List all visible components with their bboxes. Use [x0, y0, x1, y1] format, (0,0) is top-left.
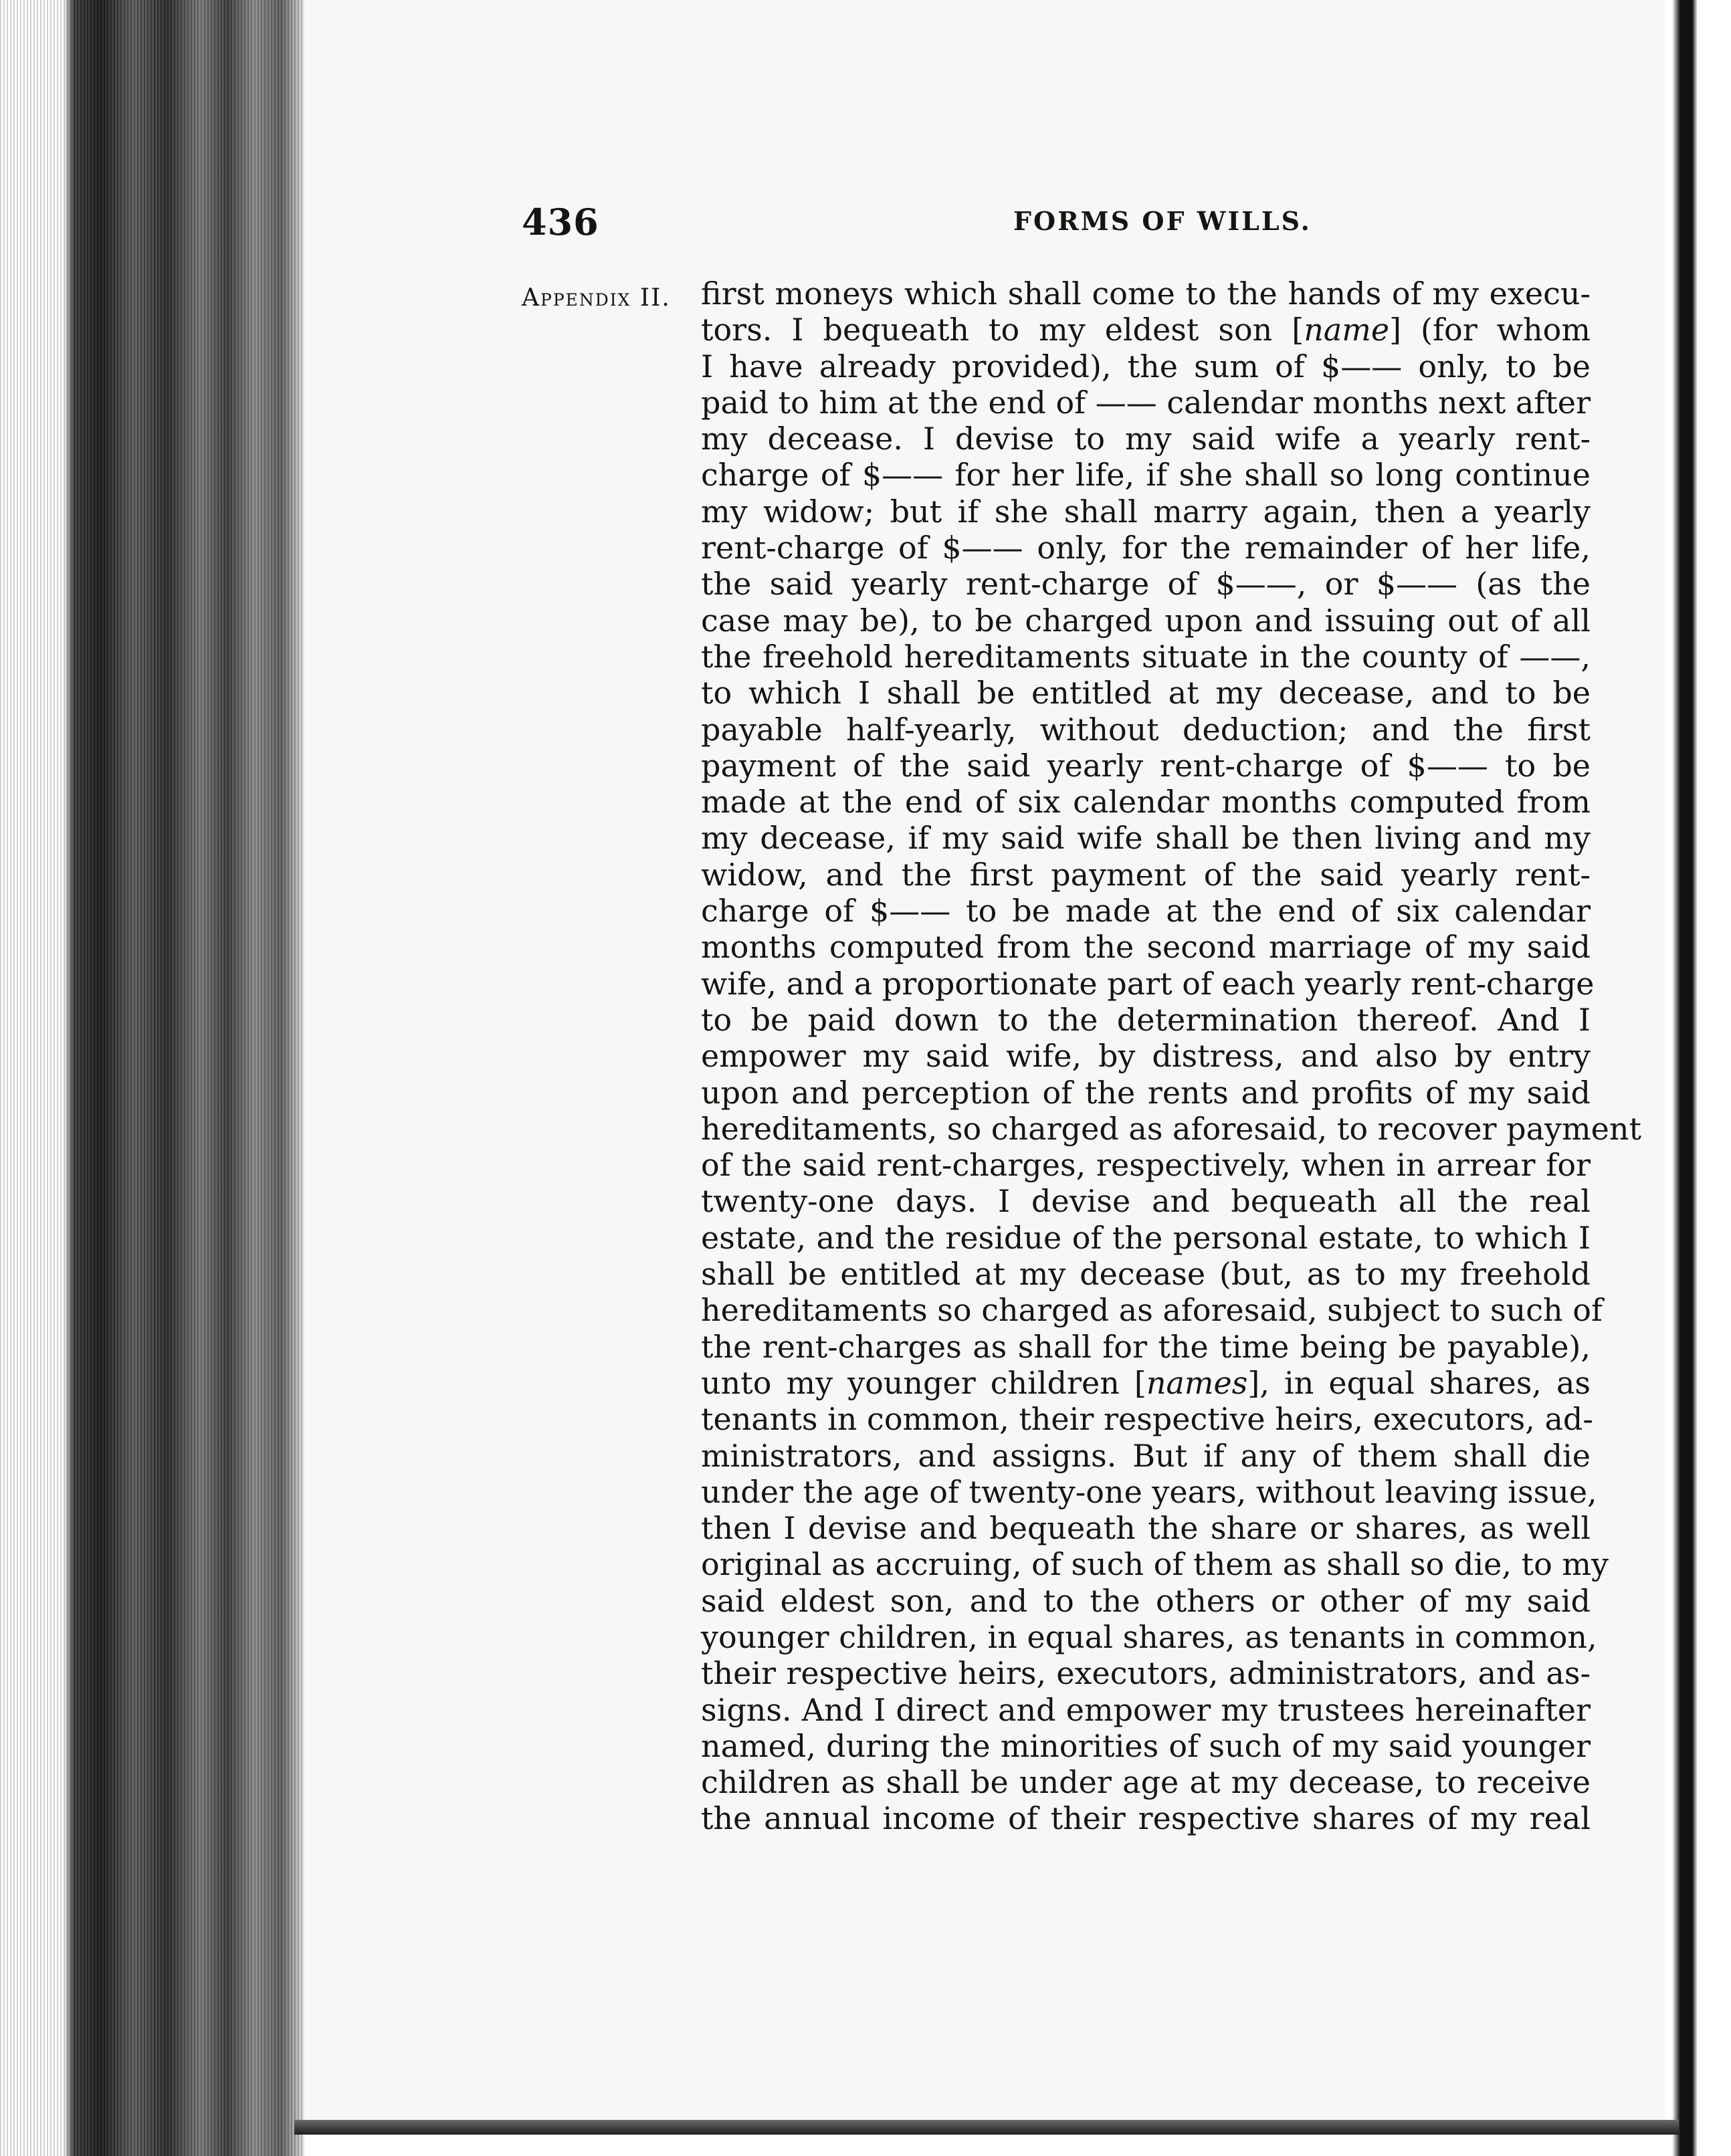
text-line: ministrators, and assigns. But if any of them shall die — [701, 1437, 1591, 1474]
running-title: FORMS OF WILLS. — [1013, 206, 1312, 236]
text-line: my decease. I devise to my said wife a yearly rent- — [701, 421, 1591, 457]
text-line: estate, and the residue of the personal estate, to which I — [701, 1219, 1591, 1256]
text-line: twenty-one days. I devise and bequeath all the real — [701, 1183, 1591, 1220]
text-line: then I devise and bequeath the share or shares, as well — [701, 1510, 1591, 1547]
page-header — [522, 201, 1592, 254]
text-line: empower my said wife, by distress, and also by entry — [701, 1038, 1591, 1075]
text-line: the annual income of their respective shares of my real — [701, 1800, 1591, 1837]
text-line: hereditaments so charged as aforesaid, subject to such of — [701, 1292, 1603, 1329]
text-line: their respective heirs, executors, administrators, and as- — [701, 1655, 1591, 1692]
text-line: tenants in common, their respective heirs, executors, ad- — [701, 1401, 1593, 1438]
text-line: the rent-charges as shall for the time being be payable), — [701, 1328, 1591, 1365]
text-line: said eldest son, and to the others or other of my said — [701, 1582, 1591, 1619]
text-line: younger children, in equal shares, as tenants in common, — [701, 1618, 1597, 1655]
text-line: rent-charge of $—— only, for the remainder of her life, — [701, 530, 1591, 566]
text-line: hereditaments, so charged as aforesaid, to recover payment — [701, 1110, 1641, 1147]
text-line: paid to him at the end of —— calendar months next after — [701, 384, 1591, 421]
text-line: unto my younger children [names], in equal shares, as — [701, 1364, 1591, 1401]
text-line: my widow; but if she shall marry again, then a yearly — [701, 493, 1591, 530]
text-line: children as shall be under age at my decease, to receive — [701, 1764, 1591, 1801]
text-line: first moneys which shall come to the hands of my execu- — [701, 276, 1591, 312]
text-line: of the said rent-charges, respectively, when in arrear for — [701, 1147, 1591, 1184]
text-line: payable half-yearly, without deduction; and the first — [701, 711, 1591, 748]
text-line: wife, and a proportionate part of each yearly rent-charge — [701, 965, 1595, 1002]
book-page-edges — [0, 0, 304, 2156]
text-line: the said yearly rent-charge of $——, or $—— (as the — [701, 566, 1591, 603]
side-note: Appendix II. — [522, 284, 671, 312]
text-line: payment of the said yearly rent-charge of $—— to be — [701, 747, 1591, 784]
text-line: charge of $—— to be made at the end of six calendar — [701, 893, 1591, 930]
text-line: made at the end of six calendar months computed from — [701, 784, 1591, 821]
text-line: original as accruing, of such of them as shall so die, to my — [701, 1546, 1609, 1583]
text-line: shall be entitled at my decease (but, as to my freehold — [701, 1256, 1591, 1293]
right-binding-strip — [1665, 0, 1731, 2156]
text-line: under the age of twenty-one years, without leaving issue, — [701, 1473, 1597, 1510]
text-line: the freehold hereditaments situate in the county of ——, — [701, 638, 1591, 675]
text-line: named, during the minorities of such of my said younger — [701, 1727, 1591, 1764]
text-line: widow, and the first payment of the said yearly rent- — [701, 856, 1591, 893]
text-line: to be paid down to the determination thereof. And I — [701, 1001, 1591, 1038]
text-line: case may be), to be charged upon and issuing out of all — [701, 602, 1591, 639]
text-line: charge of $—— for her life, if she shall so long continue — [701, 457, 1591, 494]
text-line: upon and perception of the rents and profits of my said — [701, 1074, 1591, 1111]
bottom-page-edge — [294, 2120, 1679, 2135]
text-line: tors. I bequeath to my eldest son [name] (for whom — [701, 312, 1591, 348]
text-line: I have already provided), the sum of $—— only, to be — [701, 348, 1591, 385]
text-line: months computed from the second marriage of my said — [701, 929, 1591, 966]
text-line: my decease, if my said wife shall be then living and my — [701, 820, 1591, 857]
body-text — [701, 276, 1641, 1837]
text-line: signs. And I direct and empower my trustees hereinafter — [701, 1691, 1591, 1728]
text-line: to which I shall be entitled at my decease, and to be — [701, 675, 1591, 712]
page-number: 436 — [522, 201, 599, 243]
